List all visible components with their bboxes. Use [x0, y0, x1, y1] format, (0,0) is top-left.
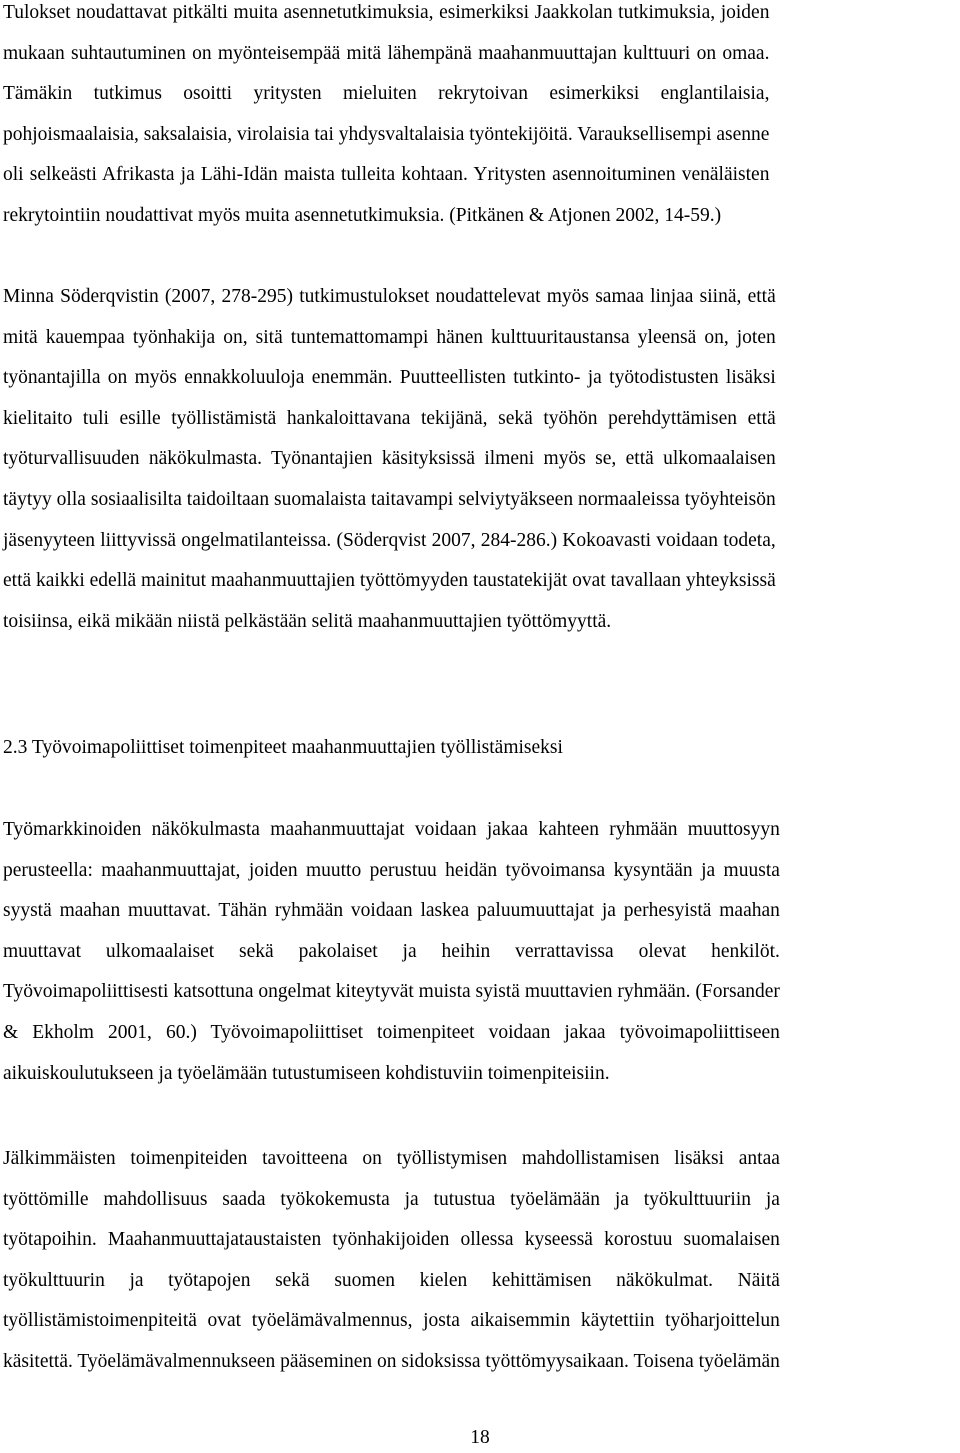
- text-line: työtapoihin. Maahanmuuttajataustaisten työnhakijoiden ollessa kyseessä korostuu suomalaisen: [3, 1229, 780, 1251]
- text-line: muuttavat ulkomaalaiset sekä pakolaiset ja heihin verrattavissa olevat henkilöt.: [3, 940, 780, 962]
- text-line: mitä kauempaa työnhakija on, sitä tuntemattomampi hänen kulttuuritaustansa yleensä on, joten: [3, 326, 776, 348]
- section-heading: 2.3 Työvoimapoliittiset toimenpiteet maahanmuuttajien työllistämiseksi: [3, 737, 563, 758]
- paragraph-attitude-studies: [3, 0, 769, 237]
- text-line: mukaan suhtautuminen on myönteisempää mitä lähempänä maahanmuuttajan kulttuuri on omaa.: [3, 42, 770, 64]
- text-line: perusteella: maahanmuuttajat, joiden muutto perustuu heidän työvoimansa kysyntään ja muusta: [3, 859, 780, 881]
- text-line: jäsenyyteen liittyvissä ongelmatilanteissa. (Söderqvist 2007, 284-286.) Kokoavasti voidaan todeta,: [3, 529, 776, 551]
- text-line: käsitettä. Työelämävalmennukseen pääseminen on sidoksissa työttömyysaikaan. Toisena työelämän: [3, 1350, 780, 1372]
- text-line: työnantajilla on myös ennakkoluuloja enemmän. Puutteellisten tutkinto- ja työtodistusten lisäksi: [3, 367, 776, 389]
- text-line: toisiinsa, eikä mikään niistä pelkästään selitä maahanmuuttajien työttömyyttä.: [3, 610, 612, 632]
- text-line: kielitaito tuli esille työllistämistä hankaloittavana tekijänä, sekä työhön perehdyttämisen että: [3, 407, 776, 429]
- text-line: Tulokset noudattavat pitkälti muita asennetutkimuksia, esimerkiksi Jaakkolan tutkimuksia, joiden: [3, 2, 770, 23]
- text-line: työttömille mahdollisuus saada työkokemusta ja tutustua työelämään ja työkulttuuriin ja: [3, 1188, 780, 1210]
- text-line: työturvallisuuden näkökulmasta. Työnantajien käsityksissä ilmeni myös se, että ulkomaalaisen: [3, 448, 776, 470]
- text-line: Minna Söderqvistin (2007, 278-295) tutkimustulokset noudattelevat myös samaa linjaa siinä, että: [3, 286, 776, 307]
- text-line: työllistämistoimenpiteitä ovat työelämävalmennus, josta aikaisemmin käytettiin työharjoittelun: [3, 1310, 780, 1332]
- text-line: & Ekholm 2001, 60.) Työvoimapoliittiset toimenpiteet voidaan jakaa työvoimapoliittiseen: [3, 1021, 780, 1043]
- text-line: oli selkeästi Afrikasta ja Lähi-Idän maista tulleita kohtaan. Yritysten asennoituminen venäläisten: [3, 164, 770, 186]
- text-line: Jälkimmäisten toimenpiteiden tavoitteena on työllistymisen mahdollistamisen lisäksi antaa: [3, 1148, 780, 1169]
- paragraph-labour-market-groups: [3, 810, 780, 1094]
- text-line: Työmarkkinoiden näkökulmasta maahanmuuttajat voidaan jakaa kahteen ryhmään muuttosyyn: [3, 819, 780, 840]
- text-line: että kaikki edellä mainitut maahanmuuttajien työttömyyden taustatekijät ovat tavallaan yhteyksissä: [3, 570, 776, 592]
- page-number: 18: [470, 1427, 490, 1448]
- paragraph-soderqvist-findings: [3, 277, 776, 642]
- text-line: Työvoimapoliittisesti katsottuna ongelmat kiteytyvät muista syistä muuttavien ryhmään. (Forsander: [3, 981, 780, 1003]
- text-line: aikuiskoulutukseen ja työelämään tutustumiseen kohdistuviin toimenpiteisiin.: [3, 1062, 610, 1084]
- text-line: työkulttuurin ja työtapojen sekä suomen kielen kehittämisen näkökulmat. Näitä: [3, 1269, 780, 1291]
- text-line: pohjoismaalaisia, saksalaisia, virolaisia tai yhdysvaltalaisia työntekijöitä. Varauksellisempi asenne: [3, 123, 770, 145]
- text-line: syystä maahan muuttavat. Tähän ryhmään voidaan laskea paluumuuttajat ja perhesyistä maahan: [3, 900, 780, 922]
- text-line: Tämäkin tutkimus osoitti yritysten mieluiten rekrytoivan esimerkiksi englantilaisia,: [3, 83, 770, 105]
- text-line: rekrytointiin noudattivat myös muita asennetutkimuksia. (Pitkänen & Atjonen 2002, 14-59.): [3, 204, 722, 226]
- paragraph-employment-measures: [3, 1139, 780, 1383]
- text-line: täytyy olla sosiaalisilta taidoiltaan suomalaista taitavampi selviytyäkseen normaaleissa työyhteisön: [3, 488, 776, 510]
